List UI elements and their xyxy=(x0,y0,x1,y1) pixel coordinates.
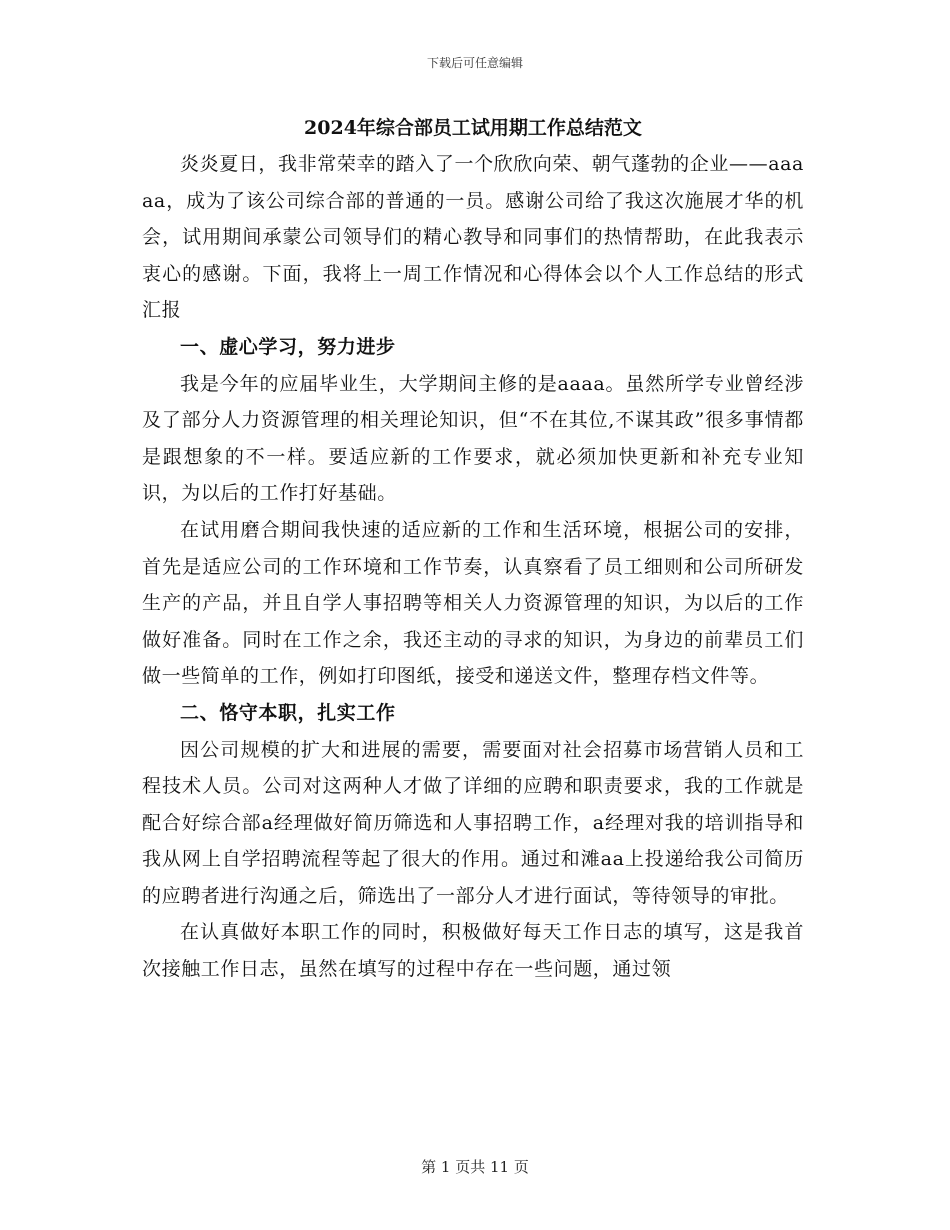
paragraph: 在认真做好本职工作的同时，积极做好每天工作日志的填写，这是我首次接触工作日志，虽然在填写的过程中存在一些问题，通过领 xyxy=(142,921,804,981)
section-heading: 一、虚心学习，努力进步 xyxy=(180,335,396,358)
document-title: 2024年综合部员工试用期工作总结范文 xyxy=(304,117,642,139)
page-number-footer: 第 1 页共 11 页 xyxy=(421,1158,529,1176)
section-heading: 二、恪守本职，扎实工作 xyxy=(180,701,396,724)
paragraph: 炎炎夏日，我非常荣幸的踏入了一个欣欣向荣、朝气蓬勃的企业——aaaaa，成为了该公司综合部的普通的一员。感谢公司给了我这次施展才华的机会，试用期间承蒙公司领导们的精心教导和同事们的热情帮助，在此我表示衷心的感谢。下面，我将上一周工作情况和心得体会以个人工作总结的形式汇报 xyxy=(142,153,804,322)
paragraph: 我是今年的应届毕业生，大学期间主修的是aaaa。虽然所学专业曾经涉及了部分人力资源管理的相关理论知识，但“不在其位,不谋其政”很多事情都是跟想象的不一样。要适应新的工作要求，就必须加快更新和补充专业知识，为以后的工作打好基础。 xyxy=(142,372,804,505)
paragraph: 在试用磨合期间我快速的适应新的工作和生活环境，根据公司的安排，首先是适应公司的工作环境和工作节奏，认真察看了员工细则和公司所研发生产的产品，并且自学人事招聘等相关人力资源管理的知识，为以后的工作做好准备。同时在工作之余，我还主动的寻求的知识，为身边的前辈员工们做一些简单的工作，例如打印图纸，接受和递送文件，整理存档文件等。 xyxy=(142,518,804,688)
paragraph: 因公司规模的扩大和进展的需要，需要面对社会招募市场营销人员和工程技术人员。公司对这两种人才做了详细的应聘和职责要求，我的工作就是配合好综合部a经理做好简历筛选和人事招聘工作，a经理对我的培训指导和我从网上自学招聘流程等起了很大的作用。通过和滩aa上投递给我公司简历的应聘者进行沟通之后，筛选出了一部分人才进行面试，等待领导的审批。 xyxy=(142,738,804,907)
header-note: 下载后可任意编辑 xyxy=(426,56,523,70)
document-body xyxy=(142,112,804,988)
